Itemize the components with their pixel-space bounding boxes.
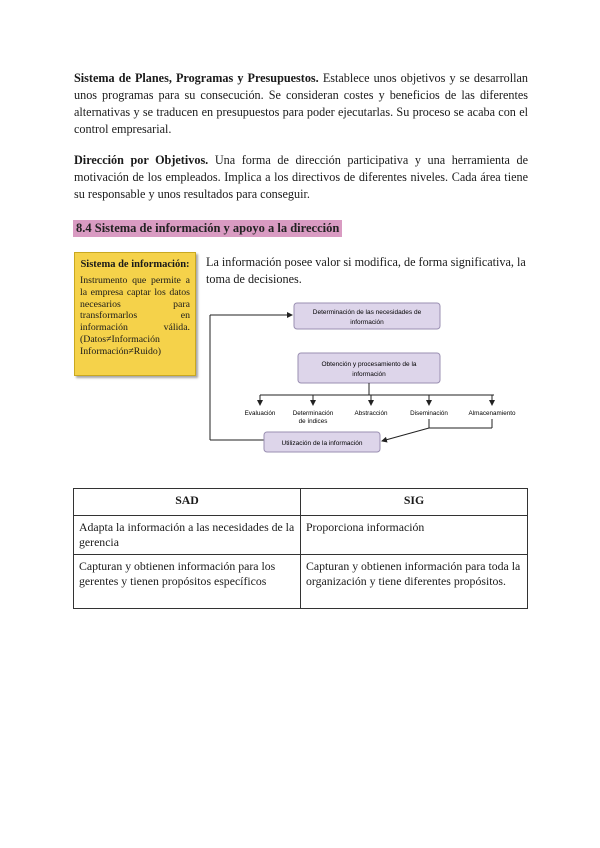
branch-almacenamiento: Almacenamiento — [468, 410, 516, 417]
comparison-table — [73, 488, 528, 609]
sticky-note — [74, 252, 196, 376]
diagram-box-utilization-label: Utilización de la información — [281, 440, 363, 447]
information-flow-diagram — [200, 295, 530, 460]
paragraph-sistema-planes — [74, 70, 528, 138]
diagram-box-needs-label-2: información — [350, 319, 384, 326]
intro-text: La información posee valor si modifica, de forma significativa, la toma de decisiones. — [206, 255, 526, 286]
diagram-box-processing-label: Obtención y procesamiento de la — [321, 361, 417, 368]
table-row — [74, 516, 528, 555]
section-heading: 8.4 Sistema de información y apoyo a la dirección — [73, 220, 342, 237]
paragraph-text: Una forma de dirección participativa y una herramienta de motivación de los empleados. Implica a los directivos de diferentes niveles. Cada área tiene su responsable y unos resultados para conseguir. — [74, 153, 528, 201]
branch-determinacion: Determinación — [292, 410, 334, 417]
branch-determinacion-2: de índices — [298, 418, 328, 425]
diagram-box-processing — [298, 353, 440, 383]
paragraph-term: Dirección por Objetivos. — [74, 153, 209, 167]
paragraph-direccion-objetivos — [74, 152, 528, 203]
table-cell: Adapta la información a las necesidades de la gerencia — [74, 516, 301, 555]
header-sad: SAD — [74, 489, 301, 516]
header-sig: SIG — [301, 489, 528, 516]
paragraph-text: Establece unos objetivos y se desarrollan unos programas para su consecución. Se consideran costes y beneficios de las diferentes alternativas y se traducen en presupuestos para poder ejecutarlas. Su proceso se acaba con el control empresarial. — [74, 71, 528, 136]
table-cell: Proporciona información — [301, 516, 528, 555]
table-cell: Capturan y obtienen información para toda la organización y tiene diferentes propósitos. — [301, 555, 528, 609]
branch-evaluacion: Evaluación — [244, 410, 276, 417]
table-cell: Capturan y obtienen información para los gerentes y tienen propósitos específicos — [74, 555, 301, 609]
table-header-row — [74, 489, 528, 516]
branch-abstraccion: Abstracción — [354, 410, 388, 417]
note-title: Sistema de información: — [80, 259, 190, 270]
table-row — [74, 555, 528, 609]
note-body: Instrumento que permite a la empresa captar los datos necesarios para transformarlos en información válida. (Datos≠Información Información≠Ruido) — [80, 275, 190, 357]
paragraph-term: Sistema de Planes, Programas y Presupuestos. — [74, 71, 319, 85]
branch-diseminacion: Diseminación — [410, 410, 448, 417]
diagram-box-processing-label-2: información — [352, 371, 386, 378]
diagram-box-needs-label: Determinación de las necesidades de — [312, 309, 422, 316]
